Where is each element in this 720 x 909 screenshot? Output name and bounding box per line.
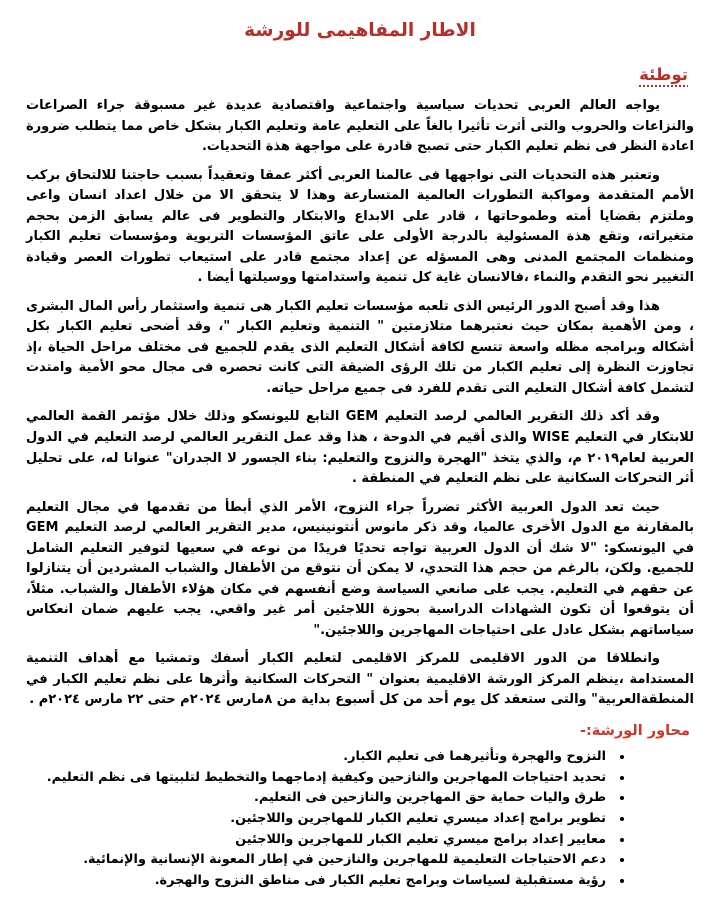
- workshop-axes-list: [26, 747, 694, 892]
- workshop-axes-heading: محاور الورشة:-: [579, 722, 690, 739]
- paragraph-challenges-intro: يواجه العالم العربى تحديات سياسية واجتماعية واقتصادية عديدة غير مسبوقة جراء الصراعات والنزاعات والحروب والتى أثرت تأثيرا بالغاً على التعليم عامة وتعليم الكبار بشكل خاص مما يتطلب ضرورة اعادة النظر فى نظم تعليم الكبار حتى تصبح قادرة على مواجهة هذة التحديات.: [26, 98, 694, 155]
- paragraph-responsibility: وتعتبر هذه التحديات التى نواجهها فى عالمنا العربى أكثر عمقا وتعقيداً بسبب حاجتنا للالتحاق بركب الأمم المتقدمة ومواكبة التطورات العالمية المتسارعة وهذا لا يتحقق الا من خلال اعداد انسان واعى وملتزم بقضايا أمته وطموحاتها ، قادر على الابداع والابتكار والتطوير فى عالم يسابق الزمن بحجم متغيراته، وتقع هذة المسئولية بالدرجة الأولى على عاتق المؤسسات التربوية ومؤسسات تعليم الكبار ومنظمات المجتمع المدنى وهى المسؤله عن إعداد مجتمع قادر على استيعاب تطورات العصر وقيادة التغيير نحو التقدم والنماء ،فالانسان غاية كل تنمية واستدامتها ووسيلتها أيضا .: [26, 167, 694, 286]
- list-item-needs-identification: • تحديد احتياجات المهاجرين والنازحين وكيفية إدماجهما والتخطيط لتلبيتها فى نظم التعليم.: [26, 768, 610, 789]
- preface-heading: توطئة: [639, 65, 688, 84]
- list-item-facilitator-standards: • معايير إعداد برامج ميسري تعليم الكبار للمهاجرين واللاجئين: [26, 830, 610, 851]
- list-item-displacement-impact: • النزوح والهجرة وتأثيرهما فى تعليم الكبار.: [26, 747, 610, 768]
- list-item-educational-aid: • دعم الاحتياجات التعليمية للمهاجرين والنازحين في إطار المعونة الإنسانية والإنمائية.: [26, 850, 610, 871]
- list-item-rights-protection: • طرق واليات حماية حق المهاجرين والنازحين فى التعليم.: [26, 788, 610, 809]
- paragraph-workshop-announcement: وانطلاقا من الدور الاقليمى للمركز الاقليمى لتعليم الكبار أسفك وتمشيا مع أهداف التنمية المستدامة ،ينظم المركز الورشة الاقليمية بعنوان " التحركات السكانية وأثرها على نظم تعليم الكبار في المنطقةالعربية" والتى ستعقد كل يوم أحد من كل أسبوع بداية من ٨مارس ٢٠٢٤م حتى ٢٢ مارس ٢٠٢٤م .: [26, 651, 694, 708]
- list-item-future-vision: • رؤية مستقبلية لسياسات وبرامج تعليم الكبار فى مناطق النزوح والهجرة.: [26, 871, 610, 892]
- paragraph-displacement-quote: حيث تعد الدول العربية الأكثر تضرراً جراء النزوح، الأمر الذي أبطأ من تقدمها في مجال التعليم بالمقارنة مع الدول الأخرى عالميا، وقد ذكر مانوس أنتونينيس، مدير التقرير العالمي لرصد التعليم GEM في اليونسكو: "لا شك أن الدول العربية تواجه تحديًا فريدًا من نوعه في سعيها لتوفير التعليم الشامل للجميع. ولكن، بالرغم من حجم هذا التحدي، لا يمكن أن نتوقع من الأطفال والشباب المشردين أن يتنازلوا عن حقهم في التعليم. يجب على صانعي السياسة وضع أنفسهم في مكان هؤلاء الأطفال والشباب. مثلاً، أن يتوقعوا أن تكون الشهادات الدراسية بحوزة اللاجئين أمر غير واقعي. يجب عليهم ضمان انعكاس سياساتهم بشكل عادل على احتياجات المهاجرين واللاجئين.": [26, 499, 694, 638]
- list-item-facilitator-programs: • تطوير برامج إعداد ميسري تعليم الكبار للمهاجرين واللاجئين.: [26, 809, 610, 830]
- paragraph-gem-report: وقد أكد ذلك التقرير العالمي لرصد التعليم GEM التابع لليونسكو وذلك خلال مؤتمر القمة العالمي للابتكار في التعليم WISE والذى أقيم في الدوحة ، هذا وقد عمل التقرير العالمي لرصد التعليم في الدول العربية لعام٢٠١٩ م، والذي يتخذ "الهجرة والنزوح والتعليم: بناء الجسور لا الجدران" عنوانا له، على تحليل أثر التحركات السكانية على نظم التعليم في المنطقة .: [26, 409, 694, 487]
- page-title: الاطار المفاهيمى للورشة: [244, 20, 476, 41]
- paragraph-adult-education-role: هذا وقد أصبح الدور الرئيس الذى تلعبه مؤسسات تعليم الكبار هى تنمية واستثمار رأس المال البشرى ، ومن الأهمية بمكان حيث نعتبرهما متلازمتين " التنمية وتعليم الكبار "، وقد أضحى تعليم الكبار بكل أشكاله وبرامجه مظله واسعة تتسع لكافة أشكال التعليم الذى يقدم للجميع فى مختلف مراحل الحياة ،إذ تجاوزت النظرة إلى تعليم الكبار من تلك الرؤى الضيقة التى كانت تحصره فى مجال محو الأمية وامتدت لتشمل كافة أشكال التعليم التى تقدم للفرد فى جميع مراحل حياته.: [26, 298, 694, 396]
